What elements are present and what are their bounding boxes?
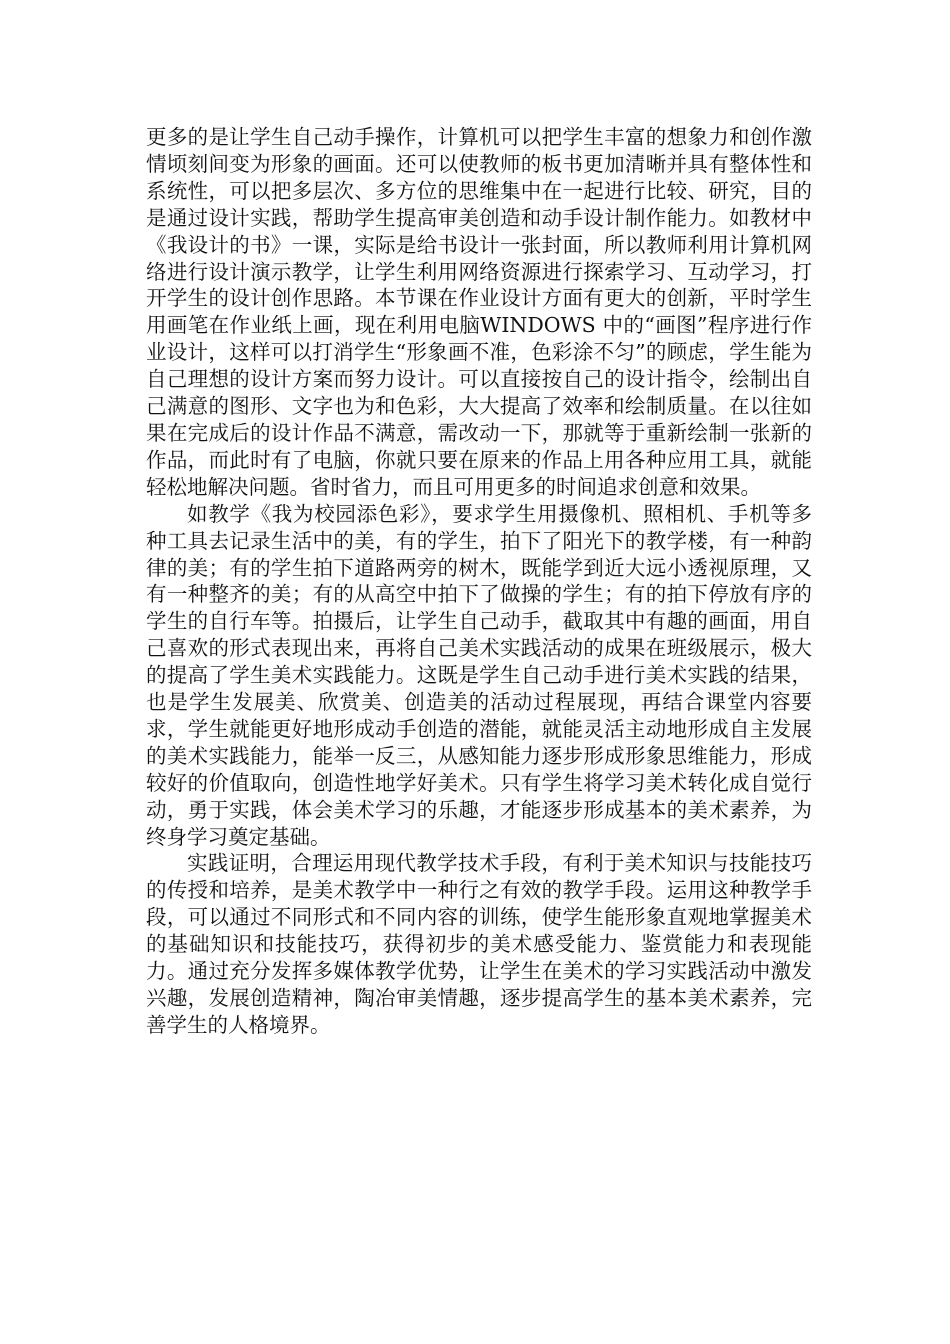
document-body: [146, 124, 812, 1039]
paragraph-2: 如教学《我为校园添色彩》，要求学生用摄像机、照相机、手机等多种工具去记录生活中的美，有的学生，拍下了阳光下的教学楼，有一种韵律的美；有的学生拍下道路两旁的树木，既能学到近大远小透视原理，又有一种整齐的美；有的从高空中拍下了做操的学生；有的拍下停放有序的学生的自行车等。拍摄后，让学生自己动手，截取其中有趣的画面，用自己喜欢的形式表现出来，再将自己美术实践活动的成果在班级展示，极大的提高了学生美术实践能力。这既是学生自己动手进行美术实践的结果，也是学生发展美、欣赏美、创造美的活动过程展现，再结合课堂内容要求，学生就能更好地形成动手创造的潜能，就能灵活主动地形成自主发展的美术实践能力，能举一反三，从感知能力逐步形成形象思维能力，形成较好的价值取向，创造性地学好美术。只有学生将学习美术转化成自觉行动，勇于实践，体会美术学习的乐趣，才能逐步形成基本的美术素养，为终身学习奠定基础。: [146, 501, 812, 849]
paragraph-3: 实践证明，合理运用现代教学技术手段，有利于美术知识与技能技巧的传授和培养，是美术教学中一种行之有效的教学手段。运用这种教学手段，可以通过不同形式和不同内容的训练，使学生能形象直观地掌握美术的基础知识和技能技巧，获得初步的美术感受能力、鉴赏能力和表现能力。通过充分发挥多媒体教学优势，让学生在美术的学习实践活动中激发兴趣，发展创造精神，陶冶审美情趣，逐步提高学生的基本美术素养，完善学生的人格境界。: [146, 851, 812, 1037]
paragraph-1: 更多的是让学生自己动手操作，计算机可以把学生丰富的想象力和创作激情顷刻间变为形象的画面。还可以使教师的板书更加清晰并具有整体性和系统性，可以把多层次、多方位的思维集中在一起进行比较、研究，目的是通过设计实践，帮助学生提高审美创造和动手设计制作能力。如教材中《我设计的书》一课，实际是给书设计一张封面，所以教师利用计算机网络进行设计演示教学，让学生利用网络资源进行探索学习、互动学习，打开学生的设计创作思路。本节课在作业设计方面有更大的创新，平时学生用画笔在作业纸上画，现在利用电脑WINDOWS 中的“画图”程序进行作业设计，这样可以打消学生“形象画不准，色彩涂不匀”的顾虑，学生能为自己理想的设计方案而努力设计。可以直接按自己的设计指令，绘制出自己满意的图形、文字也为和色彩，大大提高了效率和绘制质量。在以往如果在完成后的设计作品不满意，需改动一下，那就等于重新绘制一张新的作品，而此时有了电脑，你就只要在原来的作品上用各种应用工具，就能轻松地解决问题。省时省力，而且可用更多的时间追求创意和效果。: [146, 125, 812, 499]
